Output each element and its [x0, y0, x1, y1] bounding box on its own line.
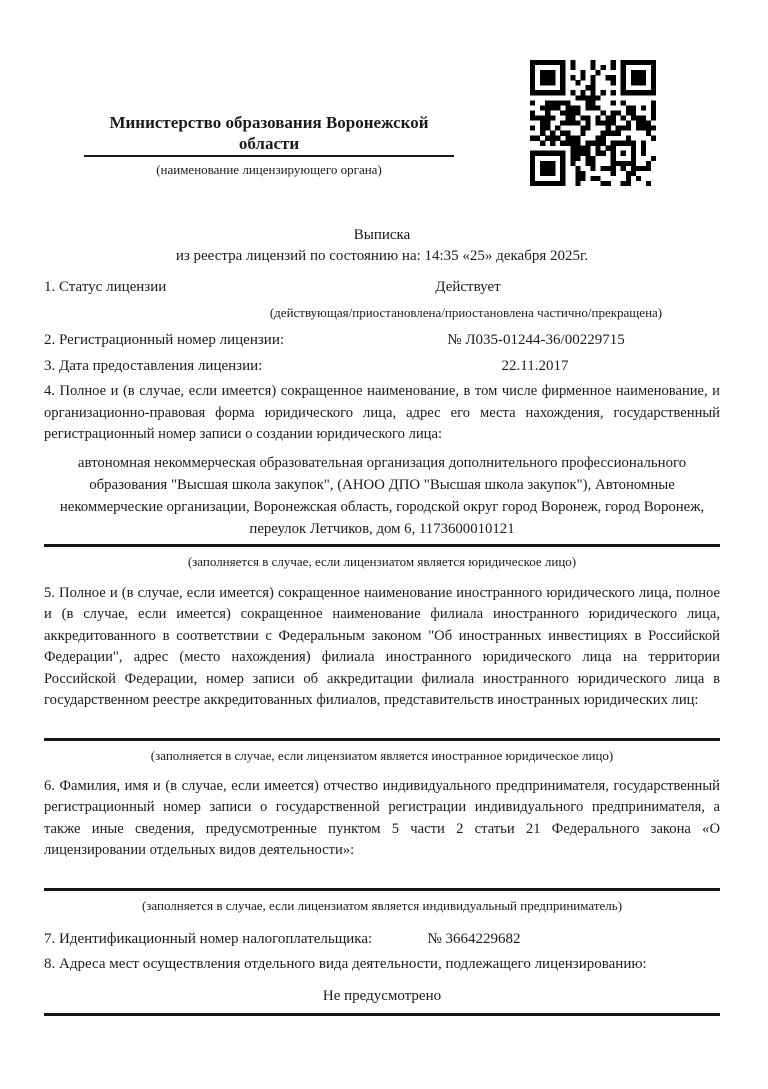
license-status-value: Действует: [435, 279, 501, 295]
license-status-caption: (действующая/приостановлена/приостановлена частично/прекращена): [269, 305, 663, 320]
licensing-authority-caption: (наименование лицензирующего органа): [156, 162, 382, 177]
registration-number-value: № Л035-01244-36/00229715: [447, 332, 625, 348]
document-subtitle: из реестра лицензий по состоянию на: 14:35 «25» декабря 2025г.: [175, 248, 589, 264]
section5-caption: (заполняется в случае, если лицензиатом является иностранное юридическое лицо): [150, 747, 614, 763]
licensing-authority-field: [84, 112, 454, 178]
section4-text: 4. Полное и (в случае, если имеется) сокращенное наименование, в том числе фирменное наименование, и организационно-правовая форма юридического лица, адрес его места нахождения, государственный регистрационный номер записи о создании юридического лица:: [44, 383, 720, 442]
separator-rule-foreign-entity: [44, 738, 720, 741]
taxpayer-number-row: [44, 929, 720, 950]
licensing-authority-name: Министерство образования Воронежской области: [84, 112, 454, 157]
license-status-row: [44, 277, 720, 298]
activity-addresses-value: Не предусмотрено: [322, 987, 442, 1004]
separator-rule-legal-entity: [44, 544, 720, 547]
licensee-name-value: автономная некоммерческая образовательная организация дополнительного профессионального образования "Высшая школа закупок", (АНОО ДПО "Высшая школа закупок"), Автономные некоммерческие организации, Воронежская область, городской округ город Воронеж, город Воронеж, переулок Летчиков, дом 6, 1173600010121: [59, 454, 705, 538]
section6-caption: (заполняется в случае, если лицензиатом является индивидуальный предприниматель): [141, 897, 623, 913]
taxpayer-number-label: 7. Идентификационный номер налогоплательщика:: [44, 930, 373, 947]
registration-number-label: 2. Регистрационный номер лицензии:: [44, 332, 285, 348]
registration-number-row: [44, 330, 720, 351]
activity-addresses-label: 8. Адреса мест осуществления отдельного вида деятельности, подлежащего лицензированию:: [44, 955, 647, 972]
section6-text: 6. Фамилия, имя и (в случае, если имеется) отчество индивидуального предпринимателя, государственный регистрационный номер записи о государственной регистрации индивидуального предпринимателя, а также иные сведения, предусмотренные пунктом 5 части 2 статьи 21 Федерального закона «О лицензировании отдельных видов деятельности»:: [44, 777, 720, 859]
separator-rule-entrepreneur: [44, 888, 720, 891]
grant-date-value: 22.11.2017: [501, 358, 569, 374]
taxpayer-number-value: № 3664229682: [427, 930, 521, 947]
document-title-block: [44, 225, 720, 267]
license-status-caption-row: [44, 304, 720, 321]
document-content: [44, 0, 720, 1016]
separator-rule-bottom: [44, 1013, 720, 1016]
section5-text: 5. Полное и (в случае, если имеется) сокращенное наименование иностранного юридического лица, полное и (в случае, если имеется) сокращенное наименование филиала иностранного юридического лица, аккредитованного в соответствии с Федеральным законом "Об иностранных инвестициях в Российской Федерации", адрес (место нахождения) филиала иностранного юридического лица на территории Российской Федерации, номер записи об аккредитации филиала иностранного юридического лица в государственном реестре аккредитованных филиалов, представительств иностранных юридических лиц:: [44, 584, 720, 709]
grant-date-label: 3. Дата предоставления лицензии:: [44, 358, 263, 374]
activity-addresses-row: [44, 954, 720, 975]
document-title: Выписка: [353, 227, 411, 243]
grant-date-row: [44, 356, 720, 377]
license-status-label: 1. Статус лицензии: [44, 279, 167, 295]
section4-caption: (заполняется в случае, если лицензиатом является юридическое лицо): [187, 553, 577, 569]
